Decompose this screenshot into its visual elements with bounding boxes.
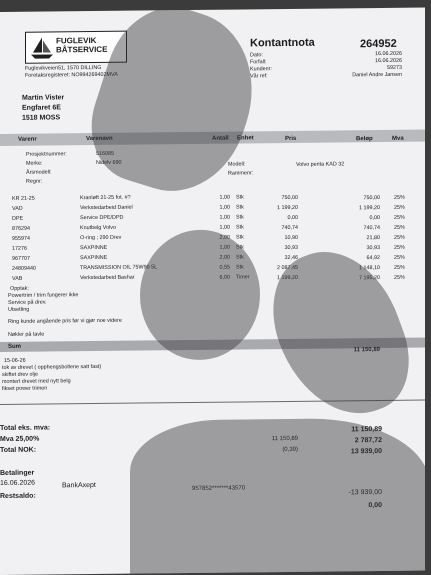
divider [0, 400, 425, 405]
col-mva: Mva [392, 135, 404, 142]
note-opptak: Opptak: [10, 285, 29, 292]
row-name: Verkstedarbeid Bashar [80, 274, 135, 282]
our-ref-label: Vår ref: [250, 73, 268, 80]
our-ref-value: Daniel Andre Jansen [352, 71, 402, 79]
model-label: Modell: [228, 161, 246, 168]
row-qty: 2,00 [219, 234, 230, 241]
row-varenr: DPE [12, 215, 24, 222]
vat-base: 11 150,89 [271, 435, 298, 443]
row-vat: 25% [394, 254, 405, 261]
total-ex-vat-value: 11 150,89 [351, 425, 382, 434]
shadow-right [255, 233, 425, 434]
row-unit: Stk [236, 224, 244, 231]
customer-city: 1518 MOSS [22, 114, 61, 122]
brand-label: Merke: [26, 160, 43, 167]
row-varenr: VAB [12, 275, 23, 282]
due-label: Forfall: [250, 59, 267, 66]
row-vat: 25% [394, 204, 405, 211]
row-varenr: 24809440 [12, 265, 36, 272]
vat-label: Mva 25,00% [0, 435, 40, 443]
col-enhet: Enhet [237, 135, 254, 142]
col-varenavn: Varenavn [86, 135, 113, 143]
row-varenr: 876294 [12, 225, 30, 232]
year-label: Årsmodell: [26, 169, 52, 176]
brand-value: Nidelv 690 [96, 159, 122, 166]
row-vat: 25% [394, 264, 405, 271]
payment-amount: -13 939,00 [348, 488, 382, 497]
document-number: 264952 [360, 37, 397, 51]
row-amount: 740,74 [363, 225, 380, 232]
total-nok-value: 13 939,00 [350, 447, 382, 456]
date-value: 16.06.2026 [375, 50, 402, 58]
invoice-paper [0, 8, 425, 575]
row-unit: Stk [236, 264, 244, 271]
row-unit: Stk [236, 214, 244, 221]
row-name: TRANSMISSION OIL 75W90 5L [80, 264, 158, 272]
row-qty: 2,00 [219, 254, 230, 261]
row-varenr: 955974 [12, 235, 30, 242]
row-amount: 1 148,10 [359, 265, 380, 272]
payment-date: 16.06.2026 [0, 479, 36, 487]
worklog-line2: skiftet drev olje [2, 371, 38, 378]
row-varenr: 17276 [12, 245, 27, 252]
row-price: 30,93 [284, 244, 298, 252]
row-price: 0,00 [287, 214, 298, 221]
row-unit: Stk [236, 204, 244, 211]
payment-card: 957852*******43570 [192, 485, 246, 492]
customer-street: Engfaret 6E [22, 104, 61, 112]
col-belop: Beløp [356, 136, 373, 143]
sum-value: 11 150,89 [353, 347, 380, 354]
balance-label: Restsaldo: [0, 492, 36, 500]
row-amount: 64,92 [366, 255, 380, 262]
row-price: 1 199,20 [277, 204, 298, 212]
row-vat: 25% [394, 274, 405, 281]
frame-label: Rammenr: [228, 170, 254, 177]
date-label: Dato: [250, 52, 263, 59]
row-vat: 25% [394, 214, 405, 221]
worklog-line3: montert drevet med nytt belg [2, 378, 71, 385]
reg-label: Regnr: [26, 178, 43, 185]
row-price: 32,46 [284, 254, 298, 262]
row-name: Service DPE/DPD [80, 214, 124, 222]
worklog-date: 15-06-26 [4, 357, 26, 364]
row-name: Kranløft 21-25 fot. #? [80, 194, 131, 202]
note-keys: Nøkler på tavle [8, 331, 45, 338]
row-amount: 750,00 [363, 195, 380, 202]
col-antall: Antall [212, 135, 229, 142]
project-value: 516085 [96, 150, 114, 157]
note-line2: Service på drev. [8, 299, 47, 306]
row-qty: 1,00 [219, 224, 230, 231]
note-ring: Ring kunde angående pris før vi gjør noe videre [8, 317, 122, 325]
customer-no-label: Kundenr: [250, 66, 272, 73]
row-price: 1 199,20 [277, 274, 298, 282]
model-value: Volvo penta KAD 32 [296, 161, 345, 168]
row-price: 10,90 [284, 234, 298, 242]
total-nok-label: Total NOK: [0, 446, 37, 454]
row-qty: 1,00 [219, 194, 230, 201]
row-varenr: KR 21-25 [12, 195, 35, 202]
row-name: O-ring ; 290 Drev [80, 234, 122, 242]
vendor-org: Foretaksregisteret: NO994269402MVA [25, 71, 118, 79]
row-qty: 1,00 [219, 214, 230, 221]
document-title: Kontantnota [250, 36, 315, 50]
vendor-name-line1: FUGLEVIK [56, 35, 97, 46]
row-amount: 21,80 [366, 235, 380, 242]
row-amount: 7 195,20 [359, 275, 380, 282]
row-vat: 25% [394, 244, 405, 251]
payments-label: Betalinger [0, 469, 35, 477]
vendor-logo [25, 31, 127, 64]
row-unit: Stk [236, 234, 244, 241]
row-amount: 0,00 [369, 215, 380, 222]
due-value: 16.06.2026 [375, 57, 402, 65]
project-label: Prosjektnummer: [26, 151, 67, 158]
customer-no-value: 59273 [387, 64, 402, 71]
row-price: 2 087,45 [277, 264, 298, 272]
row-qty: 6,00 [219, 274, 230, 281]
row-price: 750,00 [281, 194, 298, 202]
sum-label: Sum [8, 343, 22, 350]
payment-method: BankAxept [62, 481, 96, 490]
row-unit: Stk [236, 254, 244, 261]
total-ex-vat-label: Total eks. mva: [0, 424, 51, 432]
row-unit: Timer [236, 274, 250, 281]
worklog-line1: tok av drevet ( opphengsboltene satt fast) [2, 363, 102, 371]
note-line1: Powertrim / trim fungerer ikke [8, 292, 79, 299]
rounding: (0,39) [282, 446, 298, 454]
row-varenr: 967707 [12, 255, 30, 262]
balance-value: 0,00 [368, 501, 382, 510]
col-varenr: Varenr [18, 136, 37, 143]
vendor-name-line2: BÅTSERVICE [56, 44, 108, 55]
row-vat: 25% [394, 224, 405, 231]
row-name: Verkstedarbeid Daniel [80, 204, 133, 212]
row-name: SAXPINNE [80, 254, 108, 262]
vat-value: 2 787,72 [354, 436, 382, 445]
row-qty: 1,00 [219, 244, 230, 251]
customer-name: Martin Vister [22, 94, 65, 102]
vendor-address: Fuglevikveien51, 1570 DILLING [25, 64, 102, 72]
row-price: 740,74 [281, 224, 298, 232]
row-qty: 0,55 [219, 264, 230, 271]
row-vat: 25% [394, 234, 405, 241]
boat-logo-icon [29, 34, 55, 60]
row-amount: 1 199,20 [359, 205, 380, 212]
row-unit: Stk [236, 194, 244, 201]
row-varenr: VAD [12, 205, 23, 212]
note-line3: Utsetting [8, 306, 30, 313]
col-pris: Pris [285, 135, 297, 143]
row-name: Knutbelg Volvo [80, 224, 116, 232]
row-qty: 1,00 [219, 204, 230, 211]
worklog-line4: fikset power trimen [2, 385, 48, 392]
row-name: SAXPINNE [80, 244, 108, 252]
row-vat: 25% [394, 194, 405, 201]
row-amount: 30,93 [366, 245, 380, 252]
row-unit: Stk [236, 244, 244, 251]
